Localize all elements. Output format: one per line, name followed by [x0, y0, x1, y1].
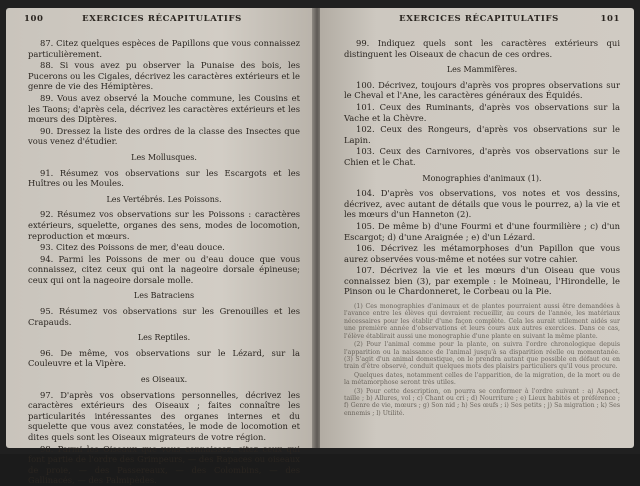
paragraph-104: 104. D'après vos observations, vos notes et vos dessins, décrivez, avec autant de détails que vous le pourrez, a) la vie et les mœurs d'un Hanneton (2).	[344, 188, 620, 220]
paragraph-101: 101. Ceux des Ruminants, d'après vos observations sur la Vache et la Chèvre.	[344, 101, 620, 123]
paragraph-95: 95. Résumez vos observations sur les Grenouilles et les Crapauds.	[28, 306, 300, 327]
heading-vertebres: Les Vertébrés. Les Poissons.	[106, 194, 222, 204]
heading-mammiferes: Les Mammifères.	[446, 65, 518, 75]
heading-oiseaux: es Oiseaux.	[140, 375, 188, 385]
heading-batraciens: Les Batraciens	[133, 291, 195, 301]
paragraph-93: 93. Citez des Poissons de mer, d'eau douce.	[40, 242, 225, 253]
paragraph-87: 87. Citez quelques espèces de Papillons que vous connaissez particulièrement.	[28, 38, 300, 59]
left-running-title: EXERCICES RÉCAPITULATIFS	[82, 14, 242, 24]
paragraph-105: 105. De même b) d'une Fourmi et d'une fourmilière ; c) d'un Escargot; d) d'une Araignée ; e) d'un Lézard.	[344, 220, 620, 242]
right-page	[320, 8, 634, 448]
left-page-number: 100	[24, 14, 44, 24]
paragraph-97: 97. D'après vos observations personnelles, décrivez les caractères extérieurs des Oiseaux ; faites connaître les particularités intéressantes des organes internes et du squelette que vous avez constatées, le mode de locomotion et dites quels sont les Oiseaux migrateurs de votre région.	[28, 389, 300, 442]
paragraph-107: 107. Décrivez la vie et les mœurs d'un Oiseau que vous connaissez bien (3), par exemple : le Moineau, l'Hirondelle, le Pinson ou le Chardonneret, le Corbeau ou la Pie.	[344, 265, 620, 297]
footnote-dates: Quelques dates, notamment celles de l'apparition, de la migration, de la mort ou de la métamorphose seront très utiles.	[344, 371, 620, 387]
left-page-body	[28, 38, 300, 486]
paragraph-98: 98. Parmi les Oiseaux que vous connaissez, citez ceux qui font partie de l'ordre des Grimpeurs, — des Rapaces ou oiseaux de proie, — des Passereaux, — des Colombins, — des Gallinacés, — des Palmipèdes.	[28, 443, 300, 486]
heading-mollusques: Les Mollusques.	[131, 152, 197, 162]
footnote-1: (1) Ces monographies d'animaux et de plantes pourraient aussi être demandées à l'avance entre les élèves qui devraient recueillir, au cours de l'année, les matériaux nécessaires pour les établir d'une façon complète. Cela les aurait utilement aidés sur une première année d'observations et leurs cours aux autres exercices. Dans ce cas, l'élève établirait aussi une monographie d'une plante en suivant la même plante.	[344, 303, 620, 340]
right-page-number: 101	[600, 14, 620, 24]
paragraph-96: 96. De même, vos observations sur le Lézard, sur la Couleuvre et la Vipère.	[28, 347, 300, 369]
heading-monographies: Monographies d'animaux (1).	[422, 173, 542, 183]
left-running-head	[24, 14, 300, 28]
paragraph-88: 88. Si vous avez pu observer la Punaise des bois, les Pucerons ou les Cigales, décrivez les caractères extérieurs et le genre de vie des Hémiptères.	[28, 60, 300, 92]
footnote-2: (2) Pour l'animal comme pour la plante, on suivra l'ordre chronologique depuis l'apparition ou la naissance de l'animal jusqu'à sa disparition réelle ou momentanée. (3) S'agit d'un animal domestique, on le prendra autant que possible en défaut ou en train d'être observé, conduit quelques mots des plaisirs particuliers qu'il vous procure.	[344, 341, 620, 371]
paragraph-103: 103. Ceux des Carnivores, d'après vos observations sur le Chien et le Chat.	[344, 146, 620, 167]
left-page	[6, 8, 314, 486]
paragraph-91: 91. Résumez vos observations sur les Escargots et les Huîtres ou les Moules.	[28, 167, 300, 189]
footnotes	[344, 303, 620, 417]
paragraph-102: 102. Ceux des Rongeurs, d'après vos observations sur le Lapin.	[344, 124, 620, 145]
paragraph-92: 92. Résumez vos observations sur les Poissons : caractères extérieurs, squelette, organes des sens, modes de locomotion, reproduction et mœurs.	[28, 209, 300, 241]
right-page-body	[344, 38, 620, 440]
paragraph-94: 94. Parmi les Poissons de mer ou d'eau douce que vous connaissez, citez ceux qui ont la nageoire dorsale épineuse; ceux qui ont la nageoire dorsale molle.	[28, 253, 300, 285]
heading-reptiles: Les Reptiles.	[137, 333, 191, 343]
right-running-title: EXERCICES RÉCAPITULATIFS	[399, 14, 559, 24]
paragraph-89: 89. Vous avez observé la Mouche commune, les Cousins et les Taons; d'après cela, décrivez les caractères extérieurs et les mœurs des Diptères.	[28, 92, 300, 125]
paragraph-90: 90. Dressez la liste des ordres de la classe des Insectes que vous venez d'étudier.	[28, 125, 300, 147]
right-running-head	[338, 14, 620, 28]
footnote-3: (3) Pour cette description, on pourra se conformer à l'ordre suivant : a) Aspect, taille ; b) Allures, vol ; c) Chant ou cri ; d) Nourriture ; e) Lieux habités et préférence ; f) Genre de vie, mœurs ; g) Son nid ; h) Ses œufs ; i) Ses petits ; j) Sa migration ; k) Ses ennemis ; l) Utilité.	[344, 387, 620, 417]
paragraph-99: 99. Indiquez quels sont les caractères extérieurs qui distinguent les Oiseaux de chacun de ces ordres.	[344, 38, 620, 59]
paragraph-106: 106. Décrivez les métamorphoses d'un Papillon que vous aurez observées vous-même et notées sur votre cahier.	[344, 243, 620, 264]
paragraph-100: 100. Décrivez, toujours d'après vos propres observations sur le Cheval et l'Ane, les caractères généraux des Équidés.	[344, 79, 620, 101]
